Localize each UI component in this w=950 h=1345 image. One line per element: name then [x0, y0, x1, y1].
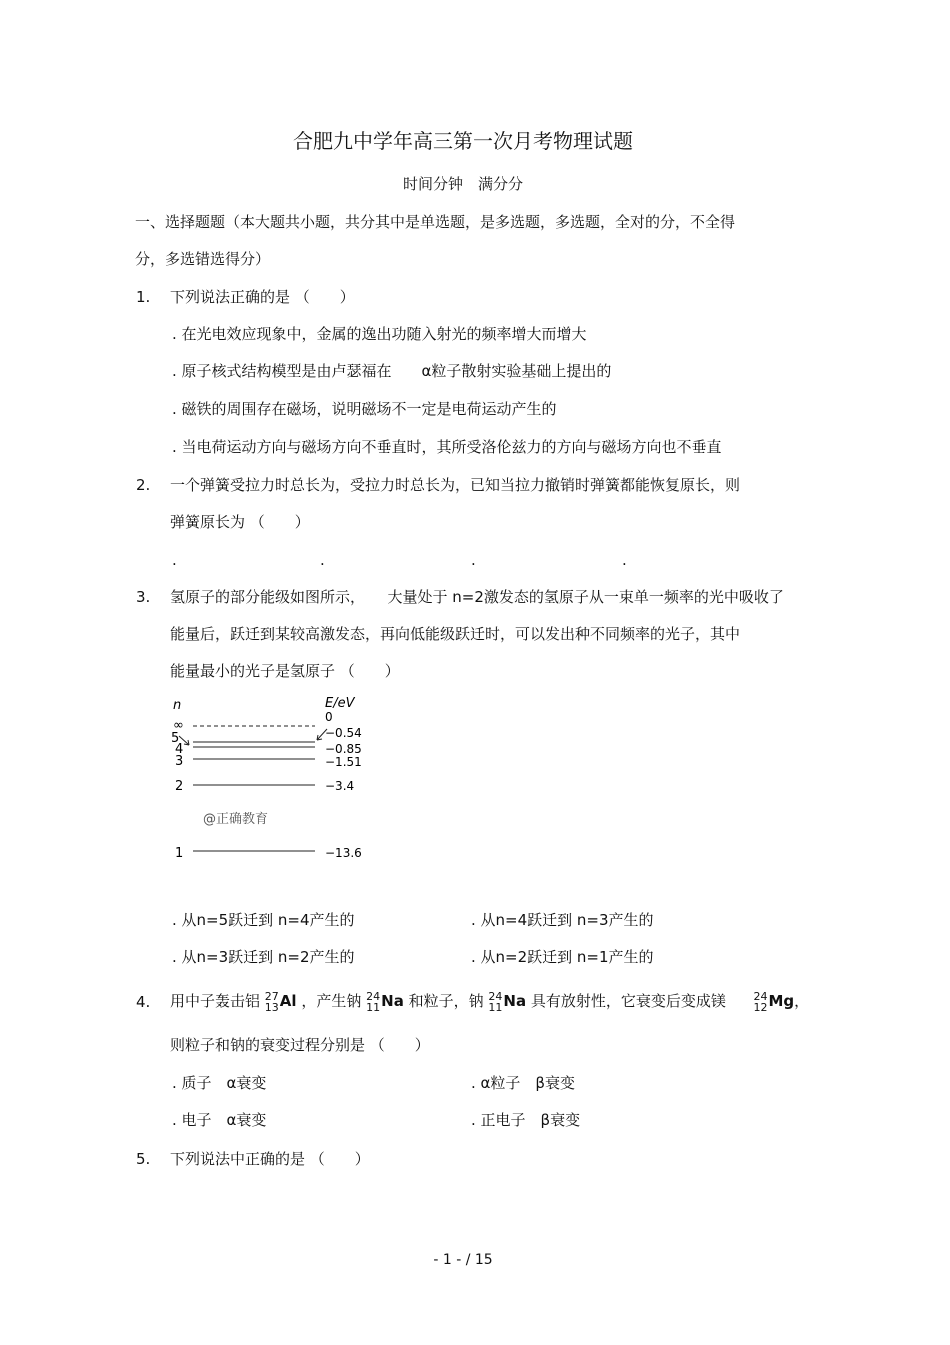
nuclide-al-numbers: 27 13 [264, 989, 279, 1014]
stem-text: ，产生钠 [301, 992, 362, 1010]
level-e-label: −3.4 [325, 779, 355, 793]
energy-axis-label: E/eV [325, 696, 355, 711]
option-b: . 原子核式结构模型是由卢瑟福在 α粒子散射实验基础上提出的 [172, 362, 612, 380]
level-n-label: 2 [175, 779, 184, 794]
option-c: . 从n=3跃迁到 n=2产生的 [172, 948, 355, 966]
level-n-label: 1 [175, 846, 184, 861]
stem-text: 用中子轰击铝 [170, 992, 261, 1010]
nuclide-al-symbol: Al [279, 992, 297, 1010]
question-stem-cont: 则粒子和钠的衰变过程分别是 （ ） [170, 1036, 430, 1054]
nuclide-mg-symbol: Mg [768, 992, 795, 1010]
option-c: . 电子 α衰变 [172, 1111, 267, 1129]
watermark: @正确教育 [203, 812, 269, 827]
level-n-label: 4 [175, 742, 184, 757]
stem-text: 和粒子，钠 [408, 992, 484, 1010]
option-d: . [622, 551, 627, 569]
option-d: . 从n=2跃迁到 n=1产生的 [471, 948, 654, 966]
level-n-label: 5 [171, 731, 180, 746]
nuclide-na-symbol: Na [503, 992, 527, 1010]
question-stem-cont: 能量后，跃迁到某较高激发态，再向低能级跃迁时，可以发出种不同频率的光子，其中 [170, 625, 741, 643]
level-e-label: 0 [325, 710, 333, 724]
nuclide-na-symbol: Na [381, 992, 404, 1010]
option-a: . 质子 α衰变 [172, 1074, 267, 1092]
section-heading-line1: 一、选择题题（本大题共小题，共分其中是单选题，是多选题，多选题，全对的分，不全得 [135, 213, 736, 231]
question-stem: 下列说法中正确的是 （ ） [170, 1150, 370, 1168]
stem-text: ， [794, 992, 810, 1010]
option-a: . 从n=5跃迁到 n=4产生的 [172, 911, 355, 929]
question-stem-cont: 能量最小的光子是氢原子 （ ） [170, 662, 400, 680]
level-e-label: −0.54 [325, 726, 362, 740]
question-number: 4. [136, 993, 151, 1011]
nuclide-mg-numbers: 24 12 [753, 989, 768, 1014]
question-stem: 氢原子的部分能级如图所示， 大量处于 n=2激发态的氢原子从一束单一频率的光中吸收了 [170, 588, 784, 606]
question-number: 1. [136, 288, 151, 306]
page-number: - 1 - / 15 [433, 1252, 493, 1268]
energy-level-diagram [165, 690, 385, 870]
level-e-label: −1.51 [325, 755, 362, 769]
nuclide-na-numbers: 24 11 [488, 989, 503, 1014]
level-n-label: 3 [175, 754, 184, 769]
option-c: . [471, 551, 476, 569]
level-n-label: ∞ [173, 718, 184, 733]
option-d: . 正电子 β衰变 [471, 1111, 581, 1129]
question-number: 5. [136, 1150, 151, 1168]
question-stem [170, 986, 809, 1016]
section-heading-line2: 分，多选错选得分） [135, 250, 271, 268]
question-stem-cont: 弹簧原长为 （ ） [170, 513, 310, 531]
level-e-label: −0.85 [325, 742, 362, 756]
question-number: 2. [136, 476, 151, 494]
page-title: 合肥九中学年高三第一次月考物理试题 [293, 129, 633, 153]
page-subtitle: 时间分钟 满分分 [402, 175, 523, 193]
option-d: . 当电荷运动方向与磁场方向不垂直时，其所受洛伦兹力的方向与磁场方向也不垂直 [172, 438, 722, 456]
n-axis-label: n [173, 698, 182, 713]
question-stem: 一个弹簧受拉力时总长为，受拉力时总长为，已知当拉力撤销时弹簧都能恢复原长，则 [170, 476, 741, 494]
option-b: . α粒子 β衰变 [471, 1074, 575, 1092]
option-b: . 从n=4跃迁到 n=3产生的 [471, 911, 654, 929]
question-stem: 下列说法正确的是 （ ） [170, 288, 355, 306]
level-e-label: −13.6 [325, 846, 362, 860]
option-a: . 在光电效应现象中，金属的逸出功随入射光的频率增大而增大 [172, 325, 587, 343]
question-number: 3. [136, 588, 151, 606]
option-b: . [320, 551, 325, 569]
nuclide-na-numbers: 24 11 [366, 989, 381, 1014]
option-a: . [172, 551, 177, 569]
option-c: . 磁铁的周围存在磁场，说明磁场不一定是电荷运动产生的 [172, 400, 557, 418]
stem-text: 具有放射性，它衰变后变成镁 [530, 992, 726, 1010]
